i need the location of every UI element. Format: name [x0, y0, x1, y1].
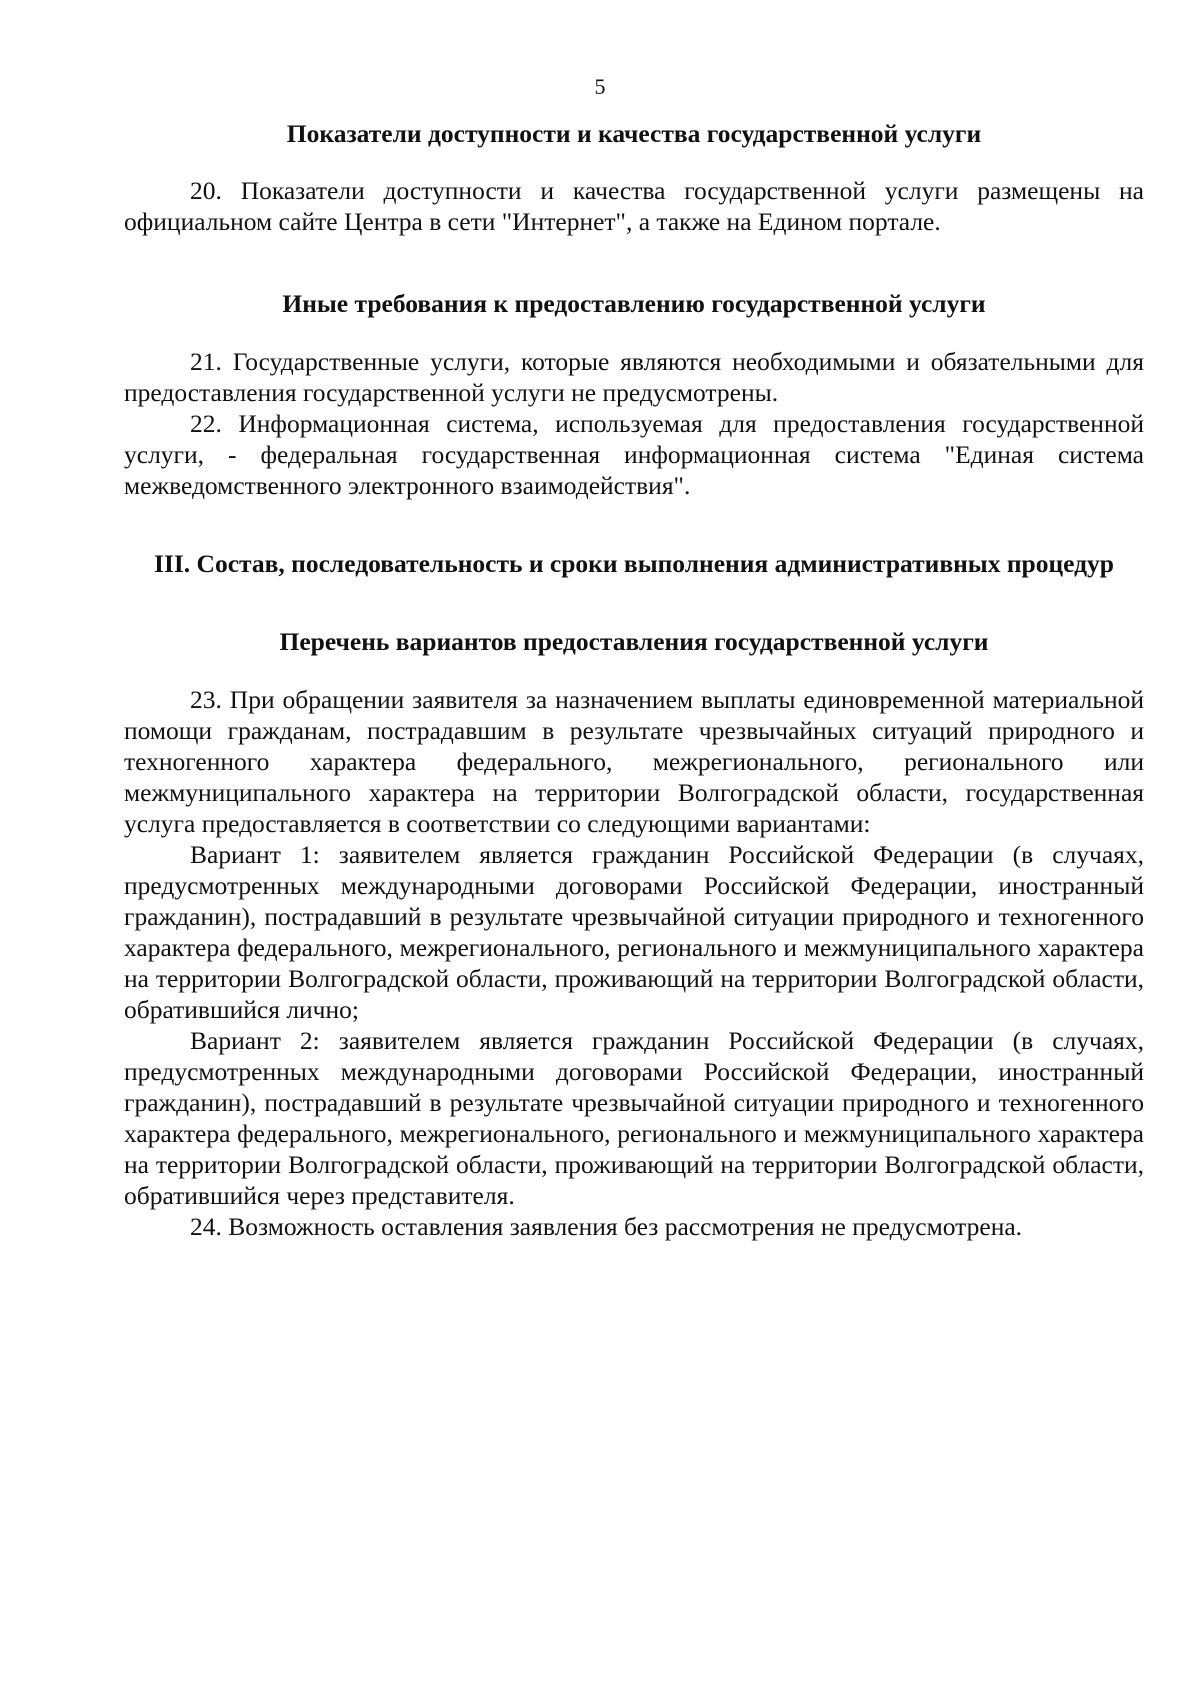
chapter-heading-iii: III. Состав, последовательность и сроки выполнения административных процедур: [154, 549, 1114, 578]
paragraph-24: 24. Возможность оставления заявления без рассмотрения не предусмотрена.: [190, 1212, 1023, 1241]
paragraph-22: 22. Информационная система, используемая для предоставления государственной услуги, - федеральная государственная информационная система "Единая система межведомственного электронного взаимодействия".: [124, 409, 1144, 500]
paragraph-21: 21. Государственные услуги, которые являются необходимыми и обязательными для предоставления государственной услуги не предусмотрены.: [124, 347, 1144, 407]
section-heading-variants-list: Перечень вариантов предоставления государственной услуги: [279, 627, 989, 656]
page-number: 5: [594, 74, 606, 99]
section-heading-availability-quality: Показатели доступности и качества государственной услуги: [286, 119, 982, 148]
paragraph-23: 23. При обращении заявителя за назначением выплаты единовременной материальной помощи гражданам, пострадавшим в результате чрезвычайных ситуаций природного и техногенного характера федерального, межрегионального, регионального или межмуниципального характера на территории Волгоградской области, государственная услуга предоставляется в соответствии со следующими вариантами:: [124, 685, 1144, 838]
paragraph-20: 20. Показатели доступности и качества государственной услуги размещены на официальном сайте Центра в сети "Интернет", а также на Едином портале.: [124, 176, 1144, 236]
variant-2-paragraph: Вариант 2: заявителем является гражданин Российской Федерации (в случаях, предусмотренных международными договорами Российской Федерации, иностранный гражданин), пострадавший в результате чрезвычайной ситуации природного и техногенного характера федерального, межрегионального, регионального и межмуниципального характера на территории Волгоградской области, проживающий на территории Волгоградской области, обратившийся через представителя.: [124, 1026, 1144, 1210]
document-body: [124, 118, 1144, 1242]
section-heading-other-requirements: Иные требования к предоставлению государственной услуги: [282, 289, 986, 318]
variant-1-paragraph: Вариант 1: заявителем является гражданин Российской Федерации (в случаях, предусмотренных международными договорами Российской Федерации, иностранный гражданин), пострадавший в результате чрезвычайной ситуации природного и техногенного характера федерального, межрегионального, регионального и межмуниципального характера на территории Волгоградской области, проживающий на территории Волгоградской области, обратившийся лично;: [124, 840, 1144, 1024]
